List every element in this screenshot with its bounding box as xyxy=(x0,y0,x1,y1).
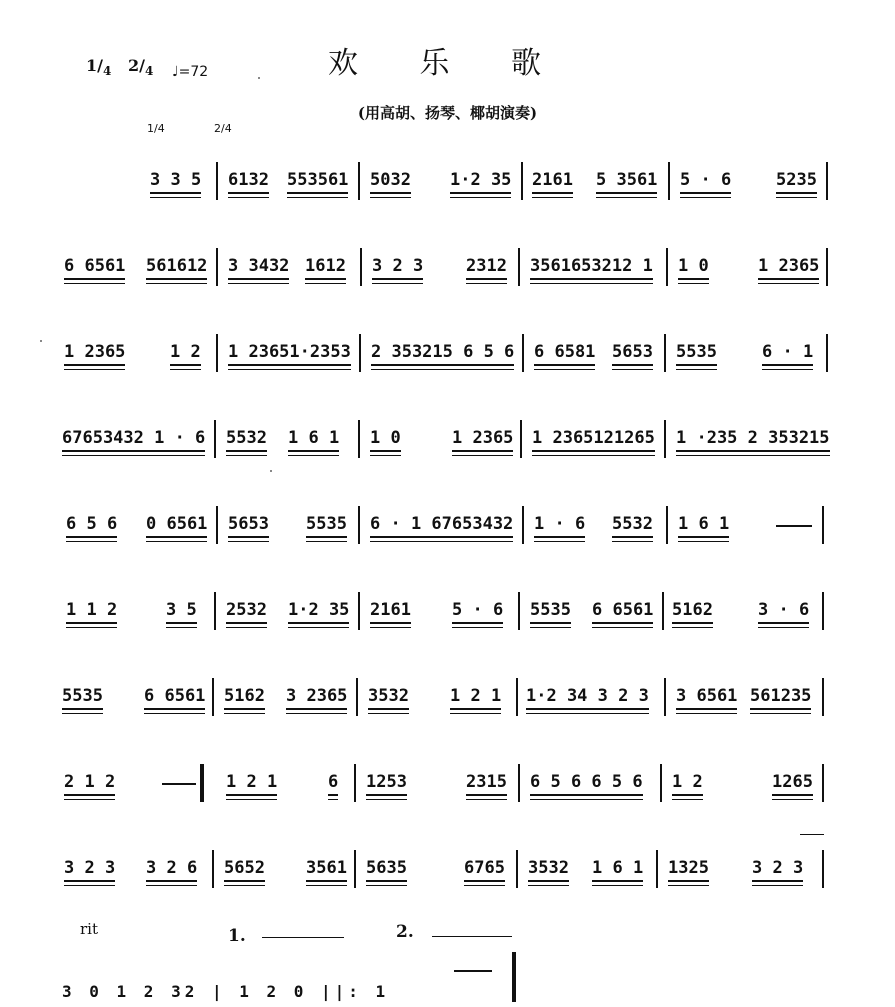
scan-speck xyxy=(258,77,260,79)
bar-line xyxy=(358,506,360,544)
note-group: 6132 xyxy=(228,170,269,194)
score-row-1 xyxy=(0,170,895,210)
bar-line xyxy=(822,764,824,802)
bar-line xyxy=(516,678,518,716)
bar-line xyxy=(520,420,522,458)
note-group: 5 · 6 xyxy=(680,170,731,194)
note-group: 5235 xyxy=(776,170,817,194)
hold-dash xyxy=(776,525,812,527)
small-meter-b: 2/4 xyxy=(214,122,232,135)
page-title: 欢 乐 歌 xyxy=(327,46,568,81)
note-group: 5535 xyxy=(676,342,717,366)
note-group: 3561653212 1 xyxy=(530,256,653,280)
note-group: 5032 xyxy=(370,170,411,194)
note-group: 1 2 1 xyxy=(226,772,277,796)
tempo-marking: ♩=72 xyxy=(172,64,209,80)
note-group: 6 5 6 xyxy=(66,514,117,538)
note-group: 5162 xyxy=(672,600,713,624)
note-group: 3 2365 xyxy=(286,686,347,710)
bar-line xyxy=(359,334,361,372)
note-group: 1 6 1 xyxy=(592,858,643,882)
bar-line xyxy=(354,850,356,888)
bar-line xyxy=(660,764,662,802)
note-group: 5535 xyxy=(530,600,571,624)
bar-line xyxy=(664,420,666,458)
bar-line xyxy=(666,506,668,544)
bar-line xyxy=(664,678,666,716)
note-group: 6 · 1 67653432 xyxy=(370,514,513,538)
note-group: 1265 xyxy=(772,772,813,796)
final-barline xyxy=(512,952,516,1002)
note-group: 5 3561 xyxy=(596,170,657,194)
note-group: 5535 xyxy=(306,514,347,538)
note-group: 1612 xyxy=(305,256,346,280)
note-group: 1 0 xyxy=(678,256,709,280)
note-group: 1 2365 xyxy=(758,256,819,280)
note-group: 5652 xyxy=(224,858,265,882)
note-group: 5653 xyxy=(612,342,653,366)
note-group: 6 · 1 xyxy=(762,342,813,366)
score-row-4 xyxy=(0,428,895,468)
note-group: 1 2365 xyxy=(452,428,513,452)
first-ending-line xyxy=(262,937,344,938)
bar-line xyxy=(656,850,658,888)
note-group: 5532 xyxy=(612,514,653,538)
note-group: 5635 xyxy=(366,858,407,882)
score-row-9 xyxy=(0,858,895,898)
note-group: 6 6581 xyxy=(534,342,595,366)
bar-line xyxy=(518,248,520,286)
note-group: 3 2 3 xyxy=(372,256,423,280)
note-group: 2315 xyxy=(466,772,507,796)
bar-line xyxy=(516,850,518,888)
note-group: 3 2 3 xyxy=(64,858,115,882)
note-group: 1 2 1 xyxy=(450,686,501,710)
second-ending-label: 2. xyxy=(396,922,414,942)
bar-line xyxy=(826,162,828,200)
bar-line xyxy=(212,678,214,716)
note-group: 2532 xyxy=(226,600,267,624)
note-group: 3532 xyxy=(368,686,409,710)
bar-line xyxy=(356,678,358,716)
bar-line xyxy=(216,248,218,286)
note-group: 2312 xyxy=(466,256,507,280)
note-group: 5535 xyxy=(62,686,103,710)
note-group: 5162 xyxy=(224,686,265,710)
bar-line xyxy=(826,248,828,286)
bar-line xyxy=(214,420,216,458)
note-group: 6 6561 xyxy=(144,686,205,710)
note-group: 6 5 6 6 5 6 xyxy=(530,772,643,796)
note-group: 1 2 xyxy=(170,342,201,366)
coda-hold-dash xyxy=(454,970,492,972)
second-ending-line xyxy=(432,936,512,937)
scan-speck xyxy=(270,470,272,472)
note-group: 1 6 1 xyxy=(288,428,339,452)
note-group: 2161 xyxy=(370,600,411,624)
note-group: 1 23651·2353 xyxy=(228,342,351,366)
note-group: 5653 xyxy=(228,514,269,538)
ritardando-marking: rit xyxy=(80,920,98,938)
bar-line xyxy=(358,420,360,458)
score-row-5 xyxy=(0,514,895,554)
note-group: 2 1 2 xyxy=(64,772,115,796)
bar-line xyxy=(521,162,523,200)
bar-line xyxy=(360,248,362,286)
note-group: 2 353215 6 5 6 xyxy=(371,342,514,366)
note-group: 3 3432 xyxy=(228,256,289,280)
note-group: 5 · 6 xyxy=(452,600,503,624)
score-row-3 xyxy=(0,342,895,382)
bar-line xyxy=(664,334,666,372)
bar-line xyxy=(216,334,218,372)
note-group: 3561 xyxy=(306,858,347,882)
bar-line xyxy=(666,248,668,286)
note-group: 3 2 6 xyxy=(146,858,197,882)
note-group: 6 xyxy=(328,772,338,796)
note-group: 1325 xyxy=(668,858,709,882)
note-group: 1·2 34 3 2 3 xyxy=(526,686,649,710)
note-group: 1 1 2 xyxy=(66,600,117,624)
note-group: 561612 xyxy=(146,256,207,280)
note-group: 1 ·235 2 353215 xyxy=(676,428,830,452)
note-group: 1253 xyxy=(366,772,407,796)
page-subtitle: (用高胡、扬琴、椰胡演奏) xyxy=(357,104,538,122)
bar-line xyxy=(822,592,824,630)
note-group: 3 5 xyxy=(166,600,197,624)
note-group: 0 6561 xyxy=(146,514,207,538)
note-group: 1 2365 xyxy=(64,342,125,366)
bar-line xyxy=(216,506,218,544)
bar-line xyxy=(668,162,670,200)
coda-partial-notes: 3 0 1 2 32 | 1 2 0 ||: 1 xyxy=(62,982,390,1001)
note-group: 2161 xyxy=(532,170,573,194)
note-group: 5532 xyxy=(226,428,267,452)
bar-line xyxy=(662,592,664,630)
bar-line xyxy=(216,162,218,200)
note-group: 553561 xyxy=(287,170,348,194)
bar-line xyxy=(212,850,214,888)
note-group: 3 3 5 xyxy=(150,170,201,194)
note-group: 3 6561 xyxy=(676,686,737,710)
score-row-7 xyxy=(0,686,895,726)
bar-line xyxy=(518,592,520,630)
bar-line xyxy=(822,678,824,716)
first-ending-label: 1. xyxy=(228,926,246,946)
hold-dash xyxy=(162,783,196,785)
bar-line xyxy=(522,334,524,372)
bar-line xyxy=(822,850,824,888)
note-group: 6 6561 xyxy=(64,256,125,280)
small-meter-a: 1/4 xyxy=(147,122,165,135)
tie-mark xyxy=(800,834,824,835)
note-group: 3532 xyxy=(528,858,569,882)
note-group: 1·2 35 xyxy=(288,600,349,624)
meter-one-four: $1/_4$ xyxy=(86,56,112,79)
bar-line xyxy=(354,764,356,802)
score-row-8 xyxy=(0,772,895,812)
note-group: 1·2 35 xyxy=(450,170,511,194)
meter-two-four: $2/_4$ xyxy=(128,56,154,79)
scan-speck xyxy=(40,340,42,342)
bar-line xyxy=(358,592,360,630)
bar-line xyxy=(358,162,360,200)
note-group: 6765 xyxy=(464,858,505,882)
bar-line xyxy=(522,506,524,544)
note-group: 3 · 6 xyxy=(758,600,809,624)
note-group: 561235 xyxy=(750,686,811,710)
note-group: 1 6 1 xyxy=(678,514,729,538)
note-group: 67653432 1 · 6 xyxy=(62,428,205,452)
bar-line xyxy=(826,334,828,372)
bar-line xyxy=(214,592,216,630)
score-row-6 xyxy=(0,600,895,640)
note-group: 3 2 3 xyxy=(752,858,803,882)
bar-line xyxy=(822,506,824,544)
repeat-start-barline xyxy=(200,764,204,802)
note-group: 6 6561 xyxy=(592,600,653,624)
bar-line xyxy=(518,764,520,802)
note-group: 1 0 xyxy=(370,428,401,452)
note-group: 1 2365121265 xyxy=(532,428,655,452)
note-group: 1 2 xyxy=(672,772,703,796)
note-group: 1 · 6 xyxy=(534,514,585,538)
score-row-2 xyxy=(0,256,895,296)
